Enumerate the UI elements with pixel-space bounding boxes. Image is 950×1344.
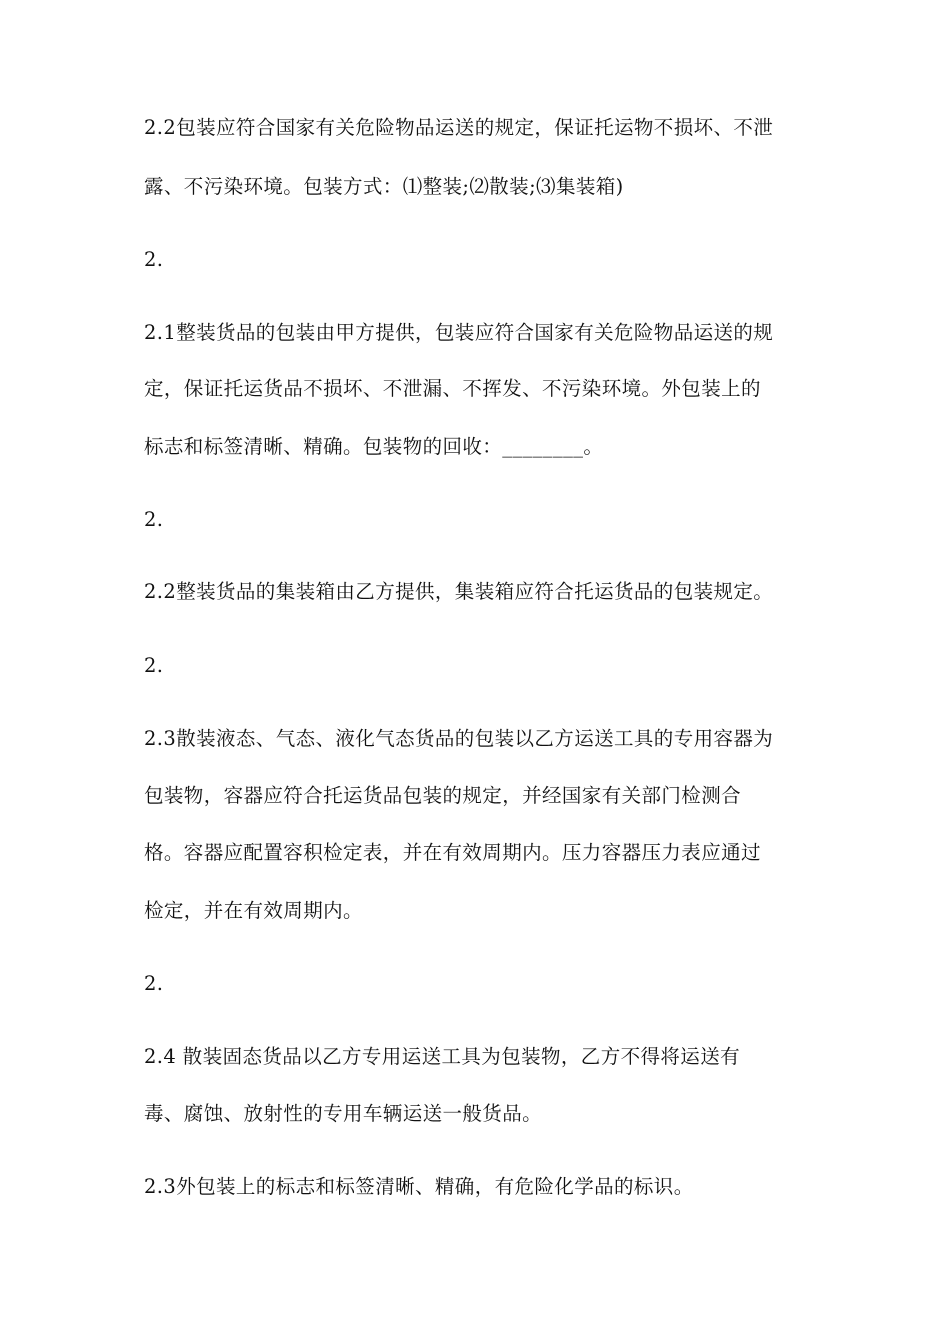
text-line: 2.4 散装固态货品以乙方专用运送工具为包装物，乙方不得将运送有 — [144, 1045, 741, 1068]
text-line: 检定，并在有效周期内。 — [144, 899, 363, 922]
text-line: 2. — [144, 972, 164, 995]
text-line: 包装物，容器应符合托运货品包装的规定，并经国家有关部门检测合 — [144, 784, 742, 807]
text-line: 2.1整装货品的包装由甲方提供，包装应符合国家有关危险物品运送的规 — [144, 321, 774, 344]
text-line: 2. — [144, 248, 164, 271]
text-line: 2.3散装液态、气态、液化气态货品的包装以乙方运送工具的专用容器为 — [144, 727, 774, 750]
text-line: 2.3外包装上的标志和标签清晰、精确，有危险化学品的标识。 — [144, 1175, 694, 1198]
text-line: 定，保证托运货品不损坏、不泄漏、不挥发、不污染环境。外包装上的 — [144, 377, 761, 400]
text-line: 毒、腐蚀、放射性的专用车辆运送一般货品。 — [144, 1102, 543, 1125]
text-line: 2.2包装应符合国家有关危险物品运送的规定，保证托运物不损坏、不泄 — [144, 116, 774, 139]
text-line: 格。容器应配置容积检定表，并在有效周期内。压力容器压力表应通过 — [144, 841, 761, 864]
text-line: 2. — [144, 508, 164, 531]
text-line: 2.2整装货品的集装箱由乙方提供，集装箱应符合托运货品的包装规定。 — [144, 580, 774, 603]
text-line: 露、不污染环境。包装方式：⑴整装;⑵散装;⑶集装箱) — [144, 175, 624, 198]
text-line: 标志和标签清晰、精确。包装物的回收：________。 — [144, 435, 604, 458]
text-line: 2. — [144, 654, 164, 677]
